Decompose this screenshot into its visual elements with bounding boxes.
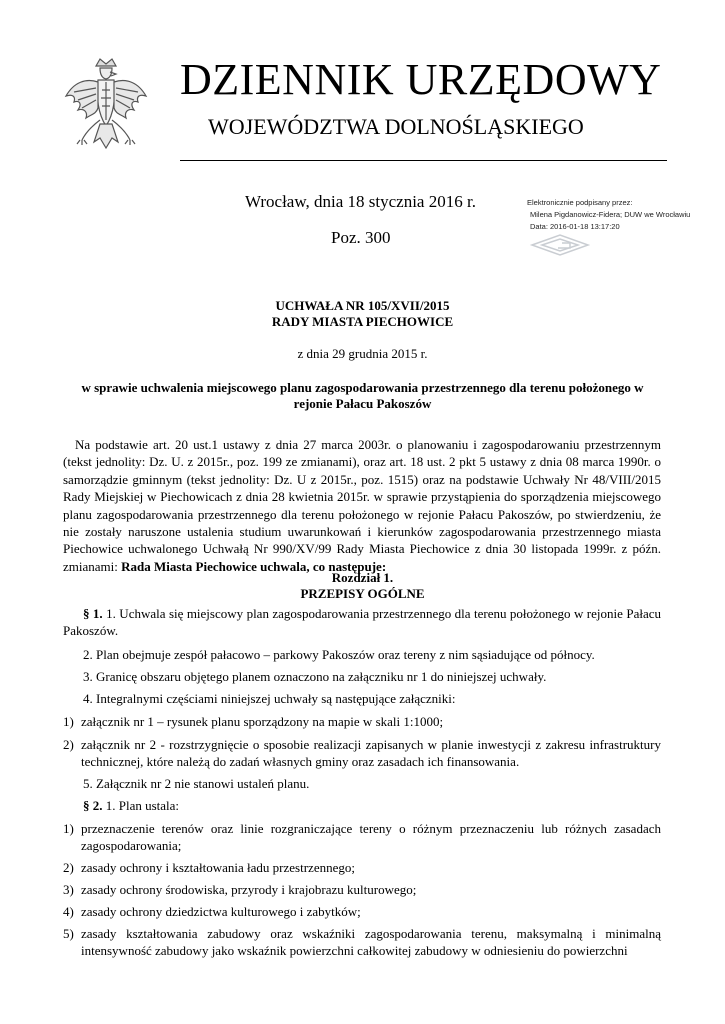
resolution-title — [40, 298, 685, 330]
resolution-title-line-1: UCHWAŁA NR 105/XVII/2015 — [275, 298, 450, 313]
list-item: 1) przeznaczenie terenów oraz linie rozgraniczające tereny o różnym przeznaczeniu lub różnych zasadach zagospodarowania; — [63, 821, 661, 853]
list-item: 2) zasady ochrony i kształtowania ładu przestrzennego; — [63, 860, 355, 875]
preamble — [63, 436, 661, 575]
chapter-heading — [40, 570, 685, 602]
chapter-number: Rozdział 1. — [331, 570, 394, 585]
resolution-subject-line-1: w sprawie uchwalenia miejscowego planu zagospodarowania przestrzennego dla terenu położonego w — [81, 380, 644, 395]
resolution-date: z dnia 29 grudnia 2015 r. — [297, 346, 428, 361]
section-1-paragraph-1: § 1. 1. Uchwala się miejscowy plan zagospodarowania przestrzennego dla terenu położonego w rejonie Pałacu Pakoszów. — [63, 606, 661, 638]
preamble-text: Na podstawie art. 20 ust.1 ustawy z dnia 27 marca 2003r. o planowaniu i zagospodarowaniu przestrzennym (tekst jednolity: Dz. U. z 2015r., poz. 199 ze zmianami), oraz art. 18 ust. 2 pkt 5 ustawy z dnia 08 marca 1990r. o samorządzie gminnym (tekst jednolity: Dz. U z 2015r., poz. 1515) oraz na podstawie Uchwały Nr 48/VIII/2015 Rady Miejskiej w Piechowicach z dnia 28 kwietnia 2015r. w sprawie przystąpienia do sporządzenia miejscowego planu zagospodarowania przestrzennego dla terenu położonego w rejonie Pałacu Pakoszów, po stwierdzeniu, że nie zostały naruszone ustalenia studium uwarunkowań i kierunków zagospodarowania przestrzennego miasta Piechowice uchwalonego Uchwałą Nr 990/XV/99 Rady Miasta Piechowice z dnia 30 listopada 1999r. z późn. zmianami: — [63, 437, 661, 574]
journal-subtitle: WOJEWÓDZTWA DOLNOŚLĄSKIEGO — [208, 114, 584, 139]
chapter-title: PRZEPISY OGÓLNE — [300, 586, 425, 601]
signature-line-3: Data: 2016-01-18 13:17:20 — [530, 222, 620, 231]
list-item: 5) zasady kształtowania zabudowy oraz wskaźniki zagospodarowania terenu, maksymalną i minimalną intensywność zabudowy jako wskaźnik powierzchni całkowitej zabudowy w odniesieniu do powierzchni — [63, 926, 661, 958]
section-1-paragraph-5: 5. Załącznik nr 2 nie stanowi ustaleń planu. — [83, 776, 310, 791]
section-1-paragraph-3: 3. Granicę obszaru objętego planem oznaczono na załączniku nr 1 do niniejszej uchwały. — [83, 669, 547, 684]
section-2-paragraph-1: § 2. 1. Plan ustala: — [83, 798, 180, 813]
list-item: 2) załącznik nr 2 - rozstrzygnięcie o sposobie realizacji zapisanych w planie inwestycji z zakresu infrastruktury technicznej, które należą do zadań własnych gminy oraz zasadach ich finansowania. — [63, 737, 661, 769]
list-item: 1) załącznik nr 1 – rysunek planu sporządzony na mapie w skali 1:1000; — [63, 714, 444, 729]
position-number: Poz. 300 — [331, 228, 391, 247]
electronic-signature — [527, 197, 717, 233]
list-item: 3) zasady ochrony środowiska, przyrody i krajobrazu kulturowego; — [63, 882, 417, 897]
header-divider — [180, 160, 667, 161]
resolution-subject-line-2: rejonie Pałacu Pakoszów — [293, 396, 432, 411]
resolution-subject — [40, 380, 685, 412]
place-date: Wrocław, dnia 18 stycznia 2016 r. — [245, 192, 476, 211]
signature-stamp-icon — [528, 232, 592, 258]
signature-line-2: Milena Pigdanowicz-Fidera; DUW we Wrocławiu — [530, 210, 691, 219]
section-2-mark: § 2. — [83, 798, 103, 813]
list-item: 4) zasady ochrony dziedzictwa kulturowego i zabytków; — [63, 904, 361, 919]
section-1-paragraph-4: 4. Integralnymi częściami niniejszej uchwały są następujące załączniki: — [83, 691, 456, 706]
preamble-bold: Rada Miasta Piechowice uchwala, co następuje: — [121, 558, 387, 574]
section-1-paragraph-2: 2. Plan obejmuje zespół pałacowo – parkowy Pakoszów oraz tereny z nim sąsiadujące od północy. — [83, 647, 595, 662]
resolution-title-line-2: RADY MIASTA PIECHOWICE — [271, 314, 454, 329]
journal-title: DZIENNIK URZĘDOWY — [180, 55, 662, 104]
eagle-emblem-icon — [60, 56, 152, 168]
signature-line-1: Elektronicznie podpisany przez: — [527, 198, 633, 207]
section-1-mark: § 1. — [83, 606, 103, 621]
